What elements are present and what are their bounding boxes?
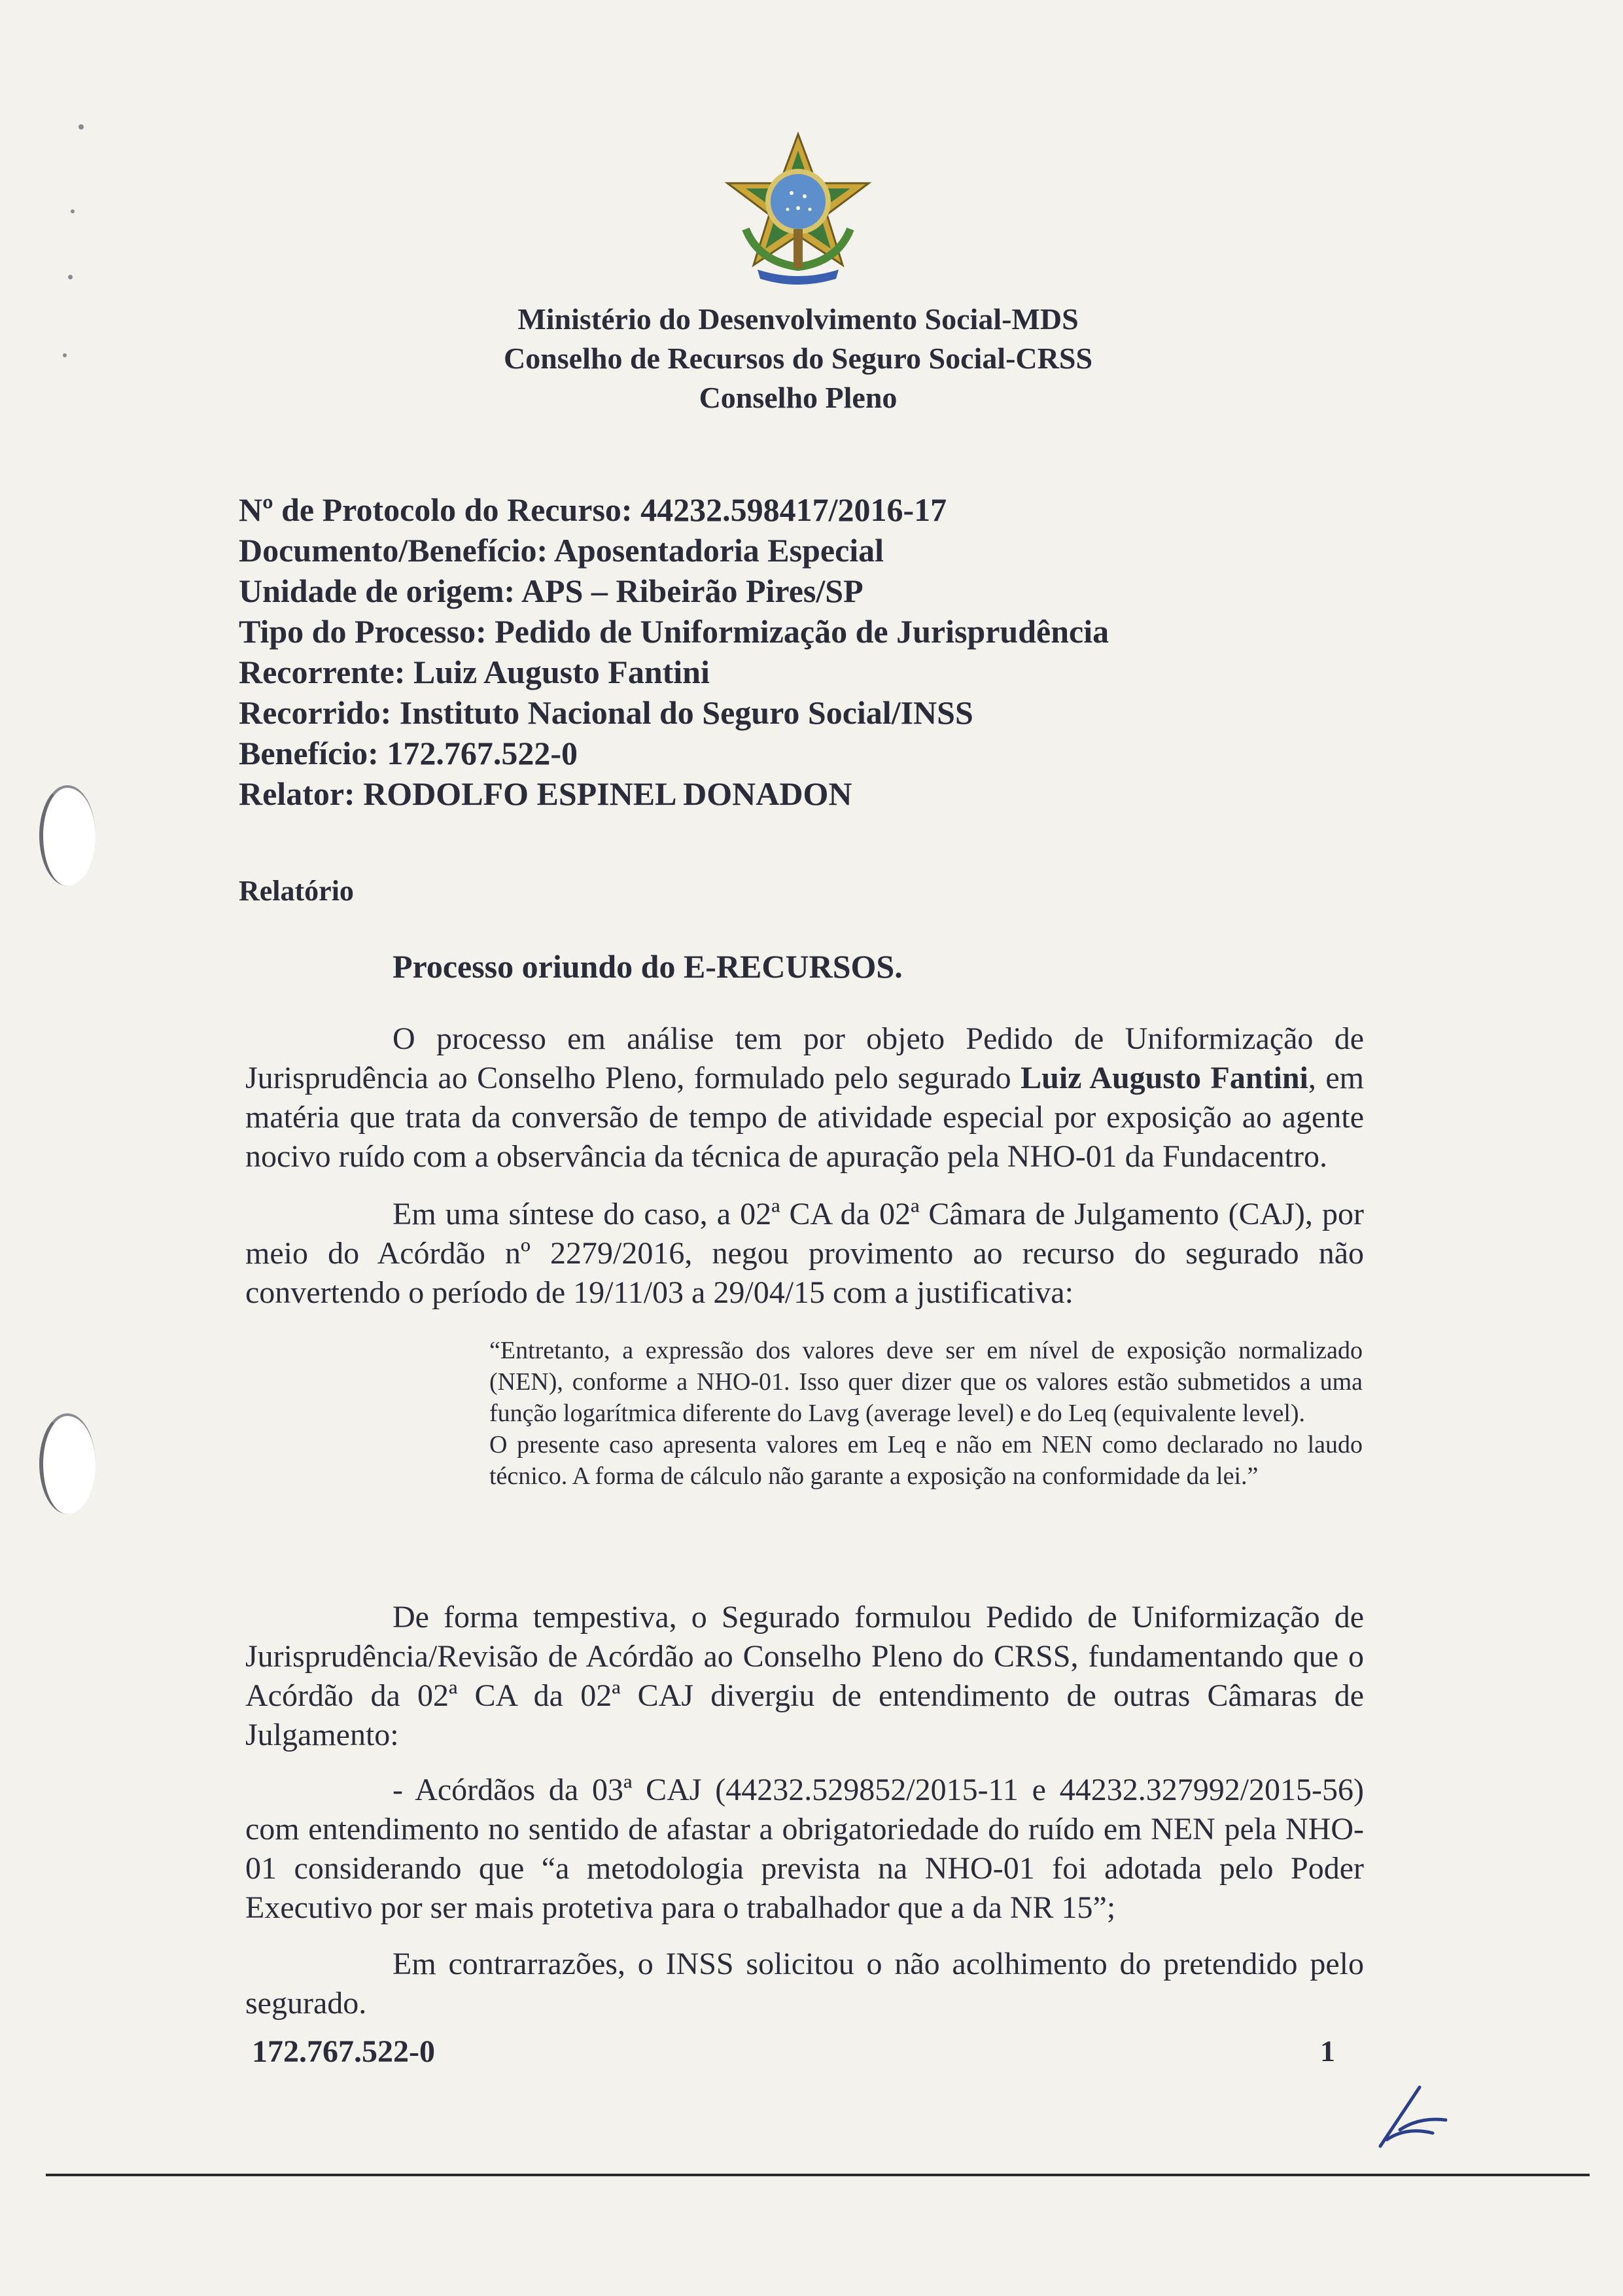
paragraph-rulings-text: - Acórdãos da 03ª CAJ (44232.529852/2015-11 e 44232.327992/2015-56) com entendimento no sentido de afastar a obrigatoriedade do ruído em NEN pela NHO-01 considerando que “a metodologia prevista na NHO-01 foi adotada pelo Poder Executivo por ser mais protetiva para o trabalhador que a da NR 15”; — [245, 1773, 1364, 1925]
protocol-label: Nº de Protocolo do Recurso: — [239, 491, 633, 528]
protocol-value: 44232.598417/2016-17 — [640, 491, 947, 528]
paragraph-counterarguments-text: Em contrarrazões, o INSS solicitou o não acolhimento do pretendido pelo segurado. — [245, 1947, 1364, 2021]
punch-hole-top — [39, 785, 96, 886]
origin-unit-label: Unidade de origem: — [239, 573, 515, 609]
brazil-coat-of-arms-emblem — [720, 131, 877, 288]
punch-hole-bottom — [39, 1413, 96, 1514]
scan-speck — [71, 209, 75, 213]
protocol-line — [239, 489, 947, 530]
process-origin: Processo oriundo do E-RECURSOS. — [393, 948, 903, 985]
paragraph-synthesis — [245, 1195, 1364, 1313]
footer-benefit-number: 172.767.522-0 — [252, 2034, 435, 2069]
origin-unit-value: APS – Ribeirão Pires/SP — [521, 573, 864, 609]
process-type-value: Pedido de Uniformização de Jurisprudência — [495, 613, 1109, 650]
council-title: Conselho de Recursos do Seguro Social-CRSS — [503, 342, 1093, 375]
document-benefit-label: Documento/Benefício: — [239, 532, 548, 569]
paragraph-object — [245, 1019, 1364, 1176]
paragraph-appeal-text: De forma tempestiva, o Segurado formulou Pedido de Uniformização de Jurisprudência/Revisão de Acórdão ao Conselho Pleno do CRSS, fundamentando que o Acórdão da 02ª CA da 02ª CAJ divergiu de entendimento de outras Câmaras de Julgamento: — [245, 1600, 1364, 1752]
paragraph-rulings — [245, 1771, 1364, 1928]
paragraph-object-text-b: , em matéria que trata da conversão de tempo de atividade especial por exposição ao agente nocivo ruído com a observância da técnica de apuração pela NHO-01 da Fundacentro. — [245, 1061, 1365, 1174]
benefit-line — [239, 733, 578, 773]
document-benefit-line — [239, 530, 884, 571]
scan-speck — [79, 124, 84, 130]
benefit-value: 172.767.522-0 — [387, 735, 578, 771]
process-type-label: Tipo do Processo: — [239, 613, 487, 650]
block-quote — [489, 1335, 1363, 1492]
report-heading: Relatório — [239, 875, 354, 907]
initials-signature — [1367, 2081, 1459, 2153]
appellant-value: Luiz Augusto Fantini — [413, 654, 710, 690]
quote-paragraph-1: “Entretanto, a expressão dos valores deve ser em nível de exposição normalizado (NEN), conforme a NHO-01. Isso quer dizer que os valores estão submetidos a uma função logarítmica diferente do Lavg (average level) e do Leq (equivalente level). — [489, 1337, 1363, 1427]
benefit-label: Benefício: — [239, 735, 379, 771]
ministry-title: Ministério do Desenvolvimento Social-MDS — [517, 302, 1079, 336]
respondent-label: Recorrido: — [239, 694, 392, 731]
paragraph-counterarguments — [245, 1945, 1364, 2023]
appellant-line — [239, 652, 710, 692]
scan-speck — [63, 353, 67, 357]
paragraph-object-text-a: O processo em análise tem por objeto Pedido de Uniformização de Jurisprudência ao Conselho Pleno, formulado pelo segurado — [245, 1021, 1364, 1095]
rapporteur-line — [239, 773, 852, 814]
bottom-rule — [46, 2174, 1590, 2176]
document-benefit-value: Aposentadoria Especial — [553, 532, 884, 569]
process-type-line — [239, 611, 1109, 652]
respondent-line — [239, 692, 973, 733]
appellant-name-emphasis: Luiz Augusto Fantini — [1021, 1061, 1308, 1095]
paragraph-synthesis-text: Em uma síntese do caso, a 02ª CA da 02ª Câmara de Julgamento (CAJ), por meio do Acórdão nº 2279/2016, negou provimento ao recurso do segurado não convertendo o período de 19/11/03 a 29/04/15 com a justificativa: — [245, 1197, 1364, 1310]
rapporteur-value: RODOLFO ESPINEL DONADON — [363, 775, 852, 812]
paragraph-appeal — [245, 1598, 1364, 1755]
scan-speck — [68, 275, 73, 279]
appellant-label: Recorrente: — [239, 654, 406, 690]
quote-paragraph-2: O presente caso apresenta valores em Leq e não em NEN como declarado no laudo técnico. A forma de cálculo não garante a exposição na conformidade da lei.” — [489, 1431, 1363, 1490]
rapporteur-label: Relator: — [239, 775, 355, 812]
plenary-title: Conselho Pleno — [699, 381, 898, 414]
respondent-value: Instituto Nacional do Seguro Social/INSS — [399, 694, 973, 731]
origin-unit-line — [239, 571, 864, 611]
page-number: 1 — [1320, 2034, 1335, 2068]
